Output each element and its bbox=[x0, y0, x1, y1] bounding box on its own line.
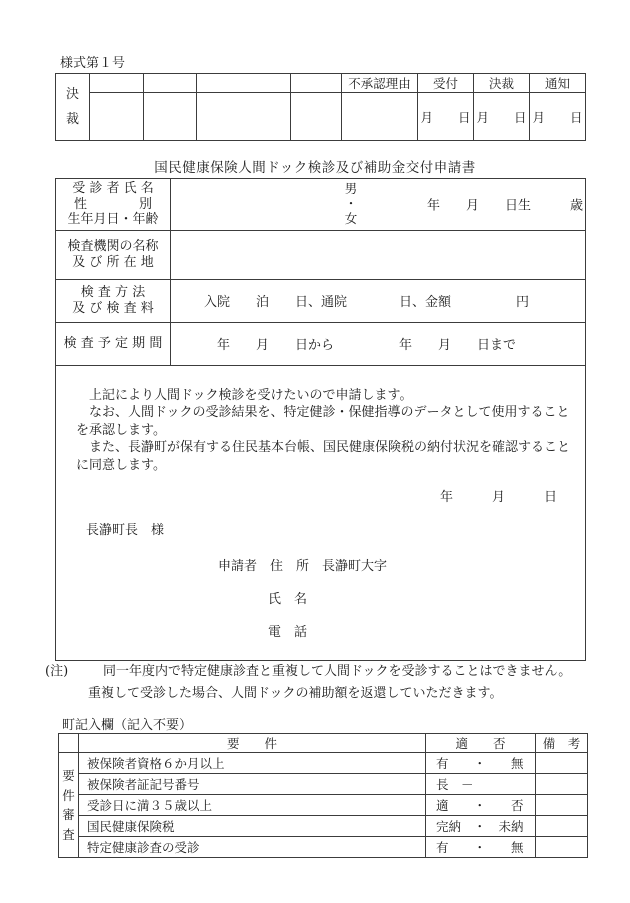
label-method-line2: 及 び 検 査 料 bbox=[72, 300, 154, 316]
review-row-remarks bbox=[536, 837, 588, 858]
review-row-remarks bbox=[536, 816, 588, 837]
field-method-fee: 入院 泊 日、通院 日、金額 円 bbox=[171, 279, 586, 322]
label-institution-address: 及 び 所 在 地 bbox=[72, 254, 154, 270]
review-header-remarks: 備 考 bbox=[536, 734, 588, 753]
review-row-result: 有 ・ 無 bbox=[426, 753, 536, 774]
review-row-requirement: 被保険者証記号番号 bbox=[79, 774, 426, 795]
label-institution-name: 検査機関の名称 bbox=[67, 238, 159, 254]
declaration-line-4: また、長瀞町が保有する住民基本台帳、国民健康保険税の納付状況を確認すること bbox=[76, 440, 571, 456]
review-header-result: 適 否 bbox=[426, 734, 536, 753]
approval-stamp-box-2 bbox=[144, 74, 197, 93]
review-row-requirement: 被保険者資格６か月以上 bbox=[79, 753, 426, 774]
declaration-line-5: に同意します。 bbox=[76, 457, 166, 473]
declaration-text bbox=[76, 387, 578, 475]
application-table bbox=[55, 178, 586, 661]
review-row-result: 完納 ・ 未納 bbox=[426, 816, 536, 837]
label-examinee-sex: 性 別 bbox=[73, 196, 152, 212]
label-examinee bbox=[56, 179, 171, 231]
declaration-line-3: を承認します。 bbox=[76, 422, 166, 438]
approval-stamp-box-3 bbox=[197, 74, 291, 93]
approval-decision-date: 月 日 bbox=[474, 93, 530, 141]
note-label: (注) bbox=[45, 664, 69, 679]
label-method-line1: 検 査 方 法 bbox=[80, 284, 146, 300]
approval-stamp-box-1 bbox=[90, 74, 144, 93]
note-line-1: 同一年度内で特定健康診査と重複して人間ドックを受診することはできません。 bbox=[103, 664, 572, 679]
review-corner-cell bbox=[59, 734, 79, 753]
gender-separator: ・ bbox=[344, 196, 358, 211]
approval-notice-date: 月 日 bbox=[530, 93, 586, 141]
applicant-phone-label: 電 話 bbox=[268, 624, 308, 640]
label-examinee-birth: 生年月日・年齢 bbox=[67, 212, 159, 227]
review-row-result: 有 ・ 無 bbox=[426, 837, 536, 858]
approval-stamp-area-3 bbox=[197, 93, 291, 141]
field-period: 年 月 日から 年 月 日まで bbox=[171, 322, 586, 365]
approval-stamp-area-2 bbox=[144, 93, 197, 141]
label-examinee-name: 受 診 者 氏 名 bbox=[72, 181, 154, 196]
review-table bbox=[58, 733, 588, 858]
review-side-label-cell bbox=[59, 753, 79, 858]
label-period bbox=[56, 322, 171, 365]
approval-stamp-box-4 bbox=[291, 74, 342, 93]
review-header-requirement: 要 件 bbox=[79, 734, 426, 753]
review-side-label: 要件審査 bbox=[62, 768, 75, 842]
form-number: 様式第１号 bbox=[60, 56, 126, 71]
birthdate-age-template: 年 月 日生 歳 bbox=[427, 198, 584, 214]
approval-decision-header: 決裁 bbox=[474, 74, 530, 93]
approval-receipt-date: 月 日 bbox=[418, 93, 474, 141]
applicant-address-label: 申請者 住 所 長瀞町大字 bbox=[218, 558, 388, 574]
approval-reason-header: 不承認理由 bbox=[342, 74, 418, 93]
gender-choice bbox=[336, 181, 366, 226]
review-row-result: 長 － bbox=[426, 774, 536, 795]
approval-receipt-header: 受付 bbox=[418, 74, 474, 93]
label-period-text: 検 査 予 定 期 間 bbox=[63, 335, 163, 351]
label-method bbox=[56, 279, 171, 322]
note-line-2: 重複して受診した場合、人間ドックの補助額を返還していただきます。 bbox=[88, 686, 503, 701]
declaration-line-1: 上記により人間ドック検診を受けたいので申請します。 bbox=[76, 387, 413, 403]
approval-stamp-area-4 bbox=[291, 93, 342, 141]
approval-reason-area bbox=[342, 93, 418, 141]
review-row-result: 適 ・ 否 bbox=[426, 795, 536, 816]
page-title: 国民健康保険人間ドック検診及び補助金交付申請書 bbox=[154, 160, 476, 176]
gender-male: 男 bbox=[344, 181, 358, 196]
approval-kessai-cell bbox=[56, 74, 90, 141]
declaration-line-2: なお、人間ドックの受診結果を、特定健診・保健指導のデータとして使用すること bbox=[76, 405, 570, 421]
approval-kessai-label: 決裁 bbox=[66, 87, 80, 127]
review-row-remarks bbox=[536, 774, 588, 795]
approval-stamp-area-1 bbox=[90, 93, 144, 141]
review-row-remarks bbox=[536, 753, 588, 774]
review-row-remarks bbox=[536, 795, 588, 816]
review-row-requirement: 特定健康診査の受診 bbox=[79, 837, 426, 858]
declaration-area bbox=[56, 365, 586, 660]
review-section-label: 町記入欄（記入不要） bbox=[62, 718, 193, 733]
review-row-requirement: 国民健康保険税 bbox=[79, 816, 426, 837]
gender-female: 女 bbox=[344, 211, 358, 226]
label-institution bbox=[56, 230, 171, 279]
approval-stamp-table bbox=[55, 73, 586, 141]
approval-notice-header: 通知 bbox=[530, 74, 586, 93]
applicant-name-label: 氏 名 bbox=[268, 591, 308, 607]
addressee: 長瀞町長 様 bbox=[86, 522, 165, 538]
field-examinee bbox=[171, 179, 586, 231]
review-row-requirement: 受診日に満３５歳以上 bbox=[79, 795, 426, 816]
signature-date-template: 年 月 日 bbox=[439, 489, 557, 505]
note-block bbox=[45, 660, 593, 701]
field-institution bbox=[171, 230, 586, 279]
